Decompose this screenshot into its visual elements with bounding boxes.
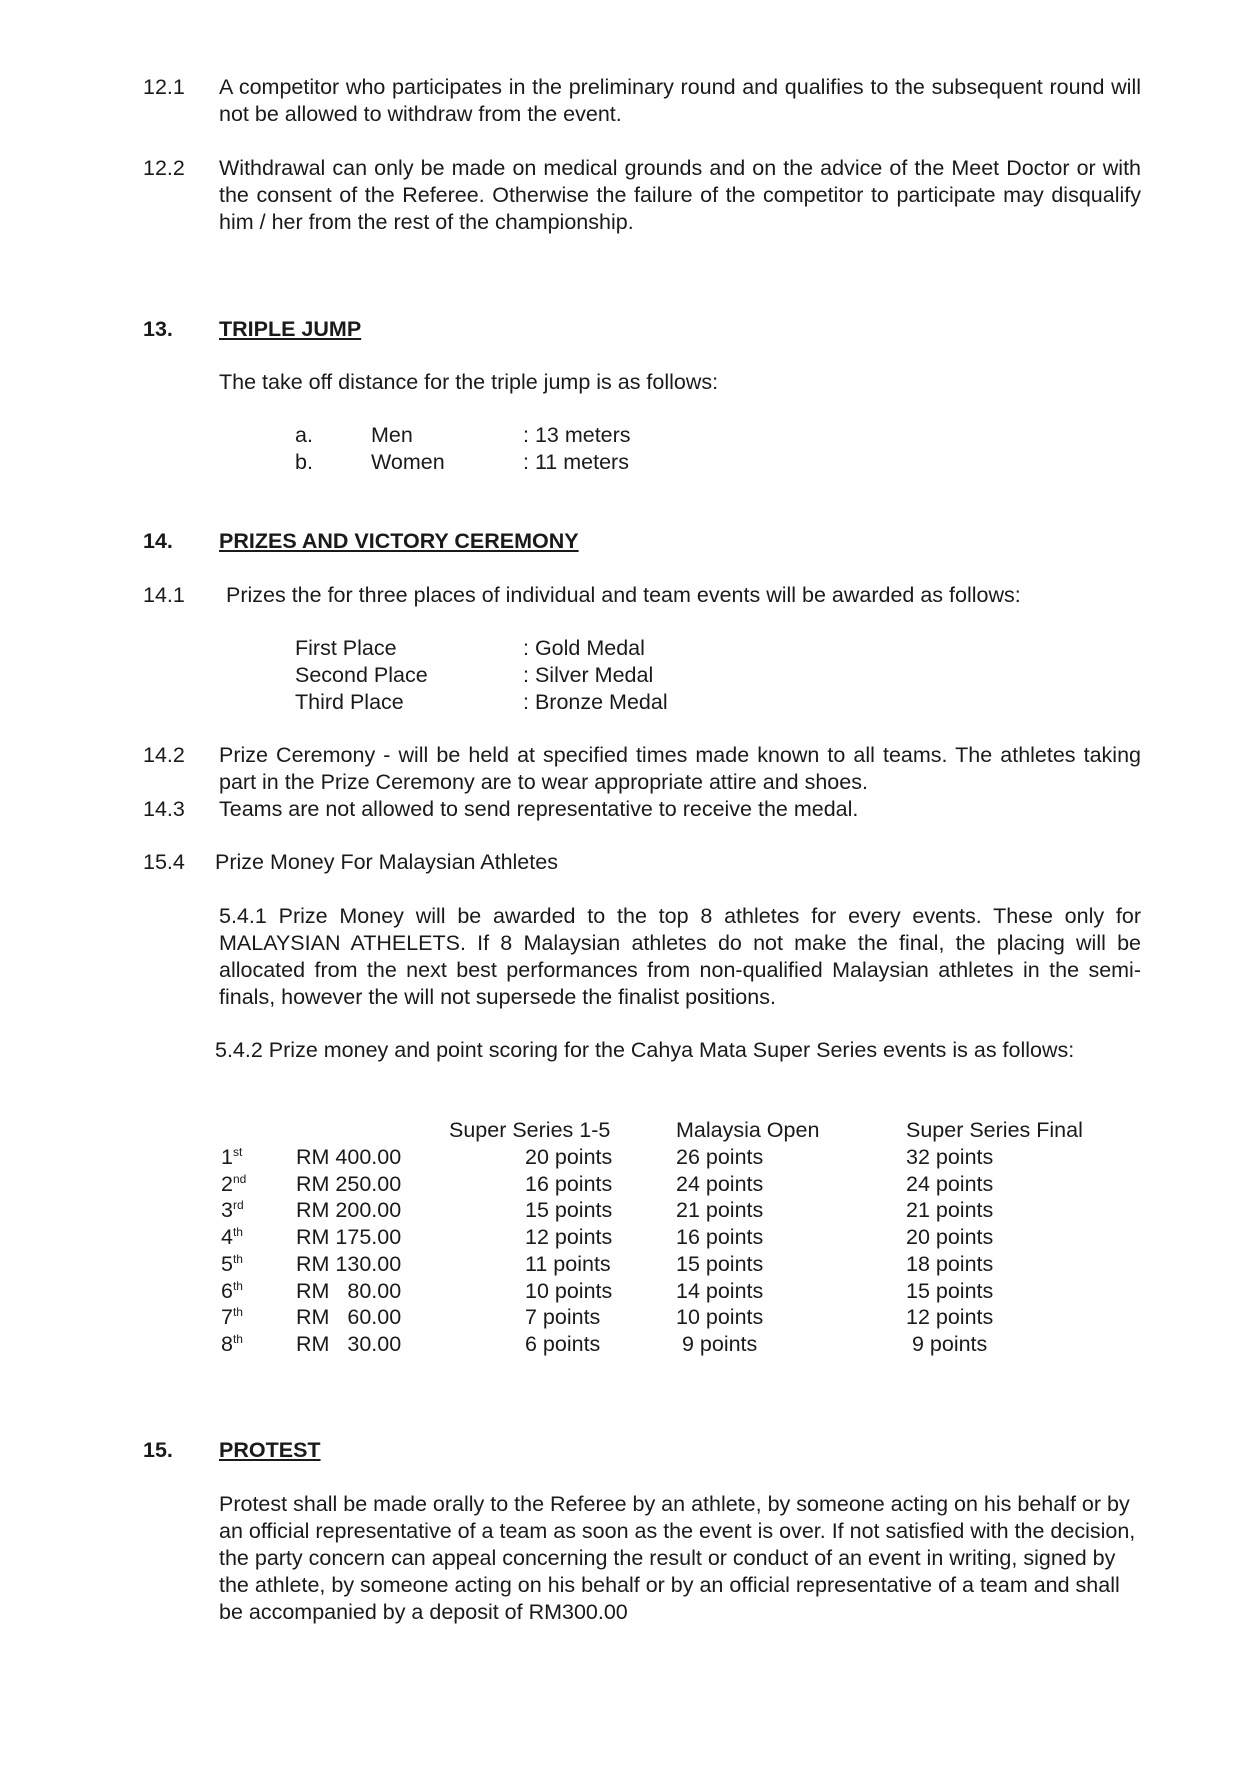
paragraph-protest: Protest shall be made orally to the Referee by an athlete, by someone acting on his behalf or by an official representative of a team as soon as the event is over. If not satisfied with the decision, the party concern can appeal concerning the result or conduct of an event in writing, signed by the athlete, by someone acting on his behalf or by an official representative of a team and shall be accompanied by a deposit of RM300.00	[219, 1492, 1136, 1624]
heading-number: 15.	[143, 1438, 173, 1462]
item-letter: a.	[295, 423, 313, 447]
place-ordinal	[221, 1144, 242, 1171]
subsection-title: Prize Money For Malaysian Athletes	[215, 850, 558, 874]
points-super-series-final: 12 points	[906, 1305, 994, 1330]
ordinal-number: 3	[221, 1198, 233, 1223]
section-number: 14.3	[143, 797, 185, 821]
paragraph-5-4-2: 5.4.2 Prize money and point scoring for the Cahya Mata Super Series events is as follows:	[215, 1038, 1075, 1062]
table-row	[0, 1224, 1251, 1251]
item-label: Women	[371, 450, 445, 474]
points-super-series: 10 points	[525, 1278, 613, 1303]
paragraph-14-3: Teams are not allowed to send representative to receive the medal.	[219, 797, 859, 821]
place-ordinal	[221, 1278, 243, 1305]
points-malaysia-open: 15 points	[676, 1251, 764, 1276]
points-super-series-final: 24 points	[906, 1171, 994, 1196]
section-number: 14.2	[143, 743, 185, 767]
points-malaysia-open: 10 points	[676, 1305, 764, 1330]
table-row	[0, 1331, 1251, 1358]
column-header: Malaysia Open	[676, 1118, 820, 1142]
points-super-series-final: 20 points	[906, 1225, 994, 1250]
prize-money: RM 175.00	[296, 1225, 402, 1250]
points-super-series: 16 points	[525, 1171, 613, 1196]
prize-money: RM 60.00	[296, 1305, 402, 1330]
heading-number: 14.	[143, 529, 173, 553]
paragraph-12-1: A competitor who participates in the preliminary round and qualifies to the subsequent round will not be allowed to withdraw from the event.	[219, 75, 1141, 126]
prize-place: First Place	[295, 636, 397, 660]
place-ordinal	[221, 1304, 243, 1331]
paragraph-12-2: Withdrawal can only be made on medical grounds and on the advice of the Meet Doctor or with the consent of the Referee. Otherwise the failure of the competitor to participate may disqualify him / her from the rest of the championship.	[219, 156, 1141, 234]
ordinal-number: 1	[221, 1145, 233, 1169]
ordinal-suffix: th	[232, 1331, 243, 1346]
prize-money: RM 400.00	[296, 1145, 402, 1169]
section-number: 14.1	[143, 583, 185, 607]
ordinal-suffix: nd	[232, 1171, 247, 1186]
ordinal-suffix: th	[232, 1278, 243, 1293]
table-header	[0, 1117, 1251, 1144]
item-letter: b.	[295, 450, 313, 474]
points-super-series-final: 21 points	[906, 1198, 994, 1223]
prize-money: RM 200.00	[296, 1198, 402, 1223]
paragraph-5-4-1: 5.4.1 Prize Money will be awarded to the top 8 athletes for every events. These only for MALAYSIAN ATHELETS. If 8 Malaysian athletes do not make the final, the placing will be allocated from the next best performances from non-qualified Malaysian athletes in the semi- finals, however the will not supersede the finalist positions.	[219, 904, 1141, 1009]
points-super-series: 6 points	[525, 1331, 601, 1356]
points-super-series-final: 32 points	[906, 1145, 994, 1169]
prize-place: Second Place	[295, 663, 428, 687]
place-ordinal	[221, 1224, 243, 1251]
table-row	[0, 1278, 1251, 1305]
ordinal-suffix: th	[232, 1251, 243, 1266]
prize-medal: : Bronze Medal	[523, 690, 668, 714]
place-ordinal	[221, 1197, 244, 1224]
points-malaysia-open: 21 points	[676, 1198, 764, 1223]
place-ordinal	[221, 1331, 243, 1358]
ordinal-number: 7	[221, 1305, 233, 1330]
section-number: 15.4	[143, 850, 185, 874]
prize-money: RM 30.00	[296, 1331, 402, 1356]
item-value: : 11 meters	[523, 450, 629, 474]
points-super-series-final: 15 points	[906, 1278, 994, 1303]
paragraph-14-1: Prizes the for three places of individual and team events will be awarded as follows:	[226, 583, 1021, 607]
ordinal-number: 8	[221, 1331, 233, 1356]
points-super-series: 7 points	[525, 1305, 601, 1330]
prize-row	[0, 635, 1251, 662]
points-malaysia-open: 26 points	[676, 1145, 764, 1169]
prize-place: Third Place	[295, 690, 404, 714]
ordinal-suffix: rd	[232, 1198, 244, 1213]
points-malaysia-open: 24 points	[676, 1171, 764, 1196]
ordinal-suffix: th	[232, 1225, 243, 1240]
table-row	[0, 1251, 1251, 1278]
ordinal-number: 4	[221, 1225, 233, 1250]
prize-row	[0, 689, 1251, 716]
ordinal-number: 5	[221, 1251, 233, 1276]
table-row	[0, 1144, 1251, 1171]
list-item	[0, 422, 1251, 449]
place-ordinal	[221, 1171, 246, 1198]
heading-prizes: PRIZES AND VICTORY CEREMONY	[219, 529, 579, 553]
table-row	[0, 1197, 1251, 1224]
list-item	[0, 449, 1251, 476]
prize-money: RM 250.00	[296, 1171, 402, 1196]
place-ordinal	[221, 1251, 243, 1278]
item-value: : 13 meters	[523, 423, 631, 447]
column-header: Super Series Final	[906, 1118, 1083, 1142]
triple-jump-intro: The take off distance for the triple jump is as follows:	[219, 370, 719, 394]
table-row	[0, 1171, 1251, 1198]
table-row	[0, 1304, 1251, 1331]
item-label: Men	[371, 423, 413, 447]
prize-medal: : Silver Medal	[523, 663, 654, 687]
heading-number: 13.	[143, 317, 173, 341]
points-super-series-final: 9 points	[906, 1331, 988, 1356]
column-header: Super Series 1-5	[449, 1118, 611, 1142]
prize-row	[0, 662, 1251, 689]
points-super-series: 12 points	[525, 1225, 613, 1250]
points-super-series: 11 points	[525, 1251, 611, 1276]
points-super-series: 15 points	[525, 1198, 613, 1223]
ordinal-suffix: st	[232, 1145, 243, 1159]
points-malaysia-open: 16 points	[676, 1225, 764, 1250]
prize-medal: : Gold Medal	[523, 636, 645, 660]
ordinal-suffix: th	[232, 1305, 243, 1320]
ordinal-number: 2	[221, 1171, 233, 1196]
section-number: 12.2	[143, 156, 185, 180]
heading-triple-jump: TRIPLE JUMP	[219, 317, 362, 341]
prize-money: RM 130.00	[296, 1251, 402, 1276]
ordinal-number: 6	[221, 1278, 233, 1303]
points-malaysia-open: 9 points	[676, 1331, 758, 1356]
points-super-series: 20 points	[525, 1145, 613, 1169]
paragraph-14-2: Prize Ceremony - will be held at specified times made known to all teams. The athletes taking part in the Prize Ceremony are to wear appropriate attire and shoes.	[219, 743, 1141, 794]
section-number: 12.1	[143, 75, 185, 99]
prize-money: RM 80.00	[296, 1278, 402, 1303]
points-malaysia-open: 14 points	[676, 1278, 764, 1303]
heading-protest: PROTEST	[219, 1438, 321, 1462]
points-super-series-final: 18 points	[906, 1251, 994, 1276]
